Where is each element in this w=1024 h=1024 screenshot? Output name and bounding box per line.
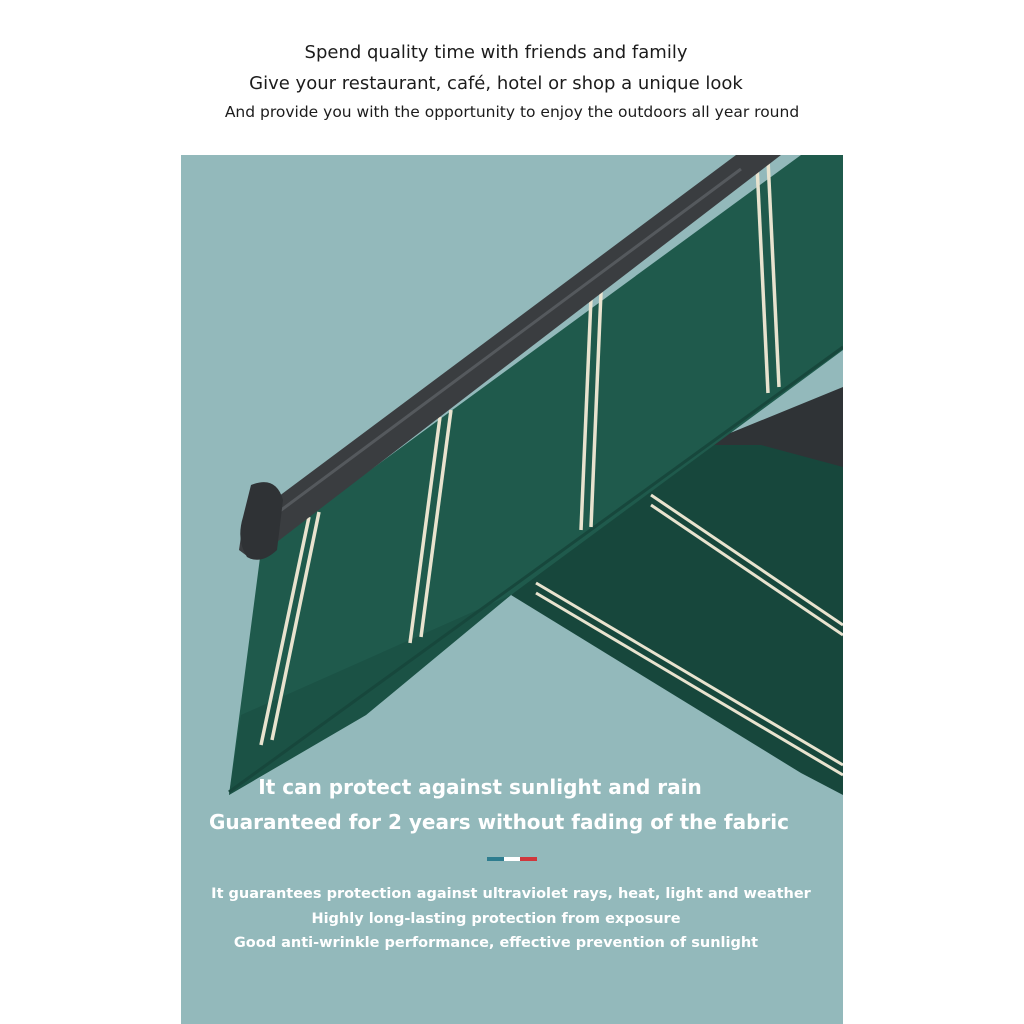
intro-line-3: And provide you with the opportunity to enjoy the outdoors all year round [224,103,800,121]
flag-segment-teal [487,857,504,861]
product-panel [181,155,843,1024]
flag-divider [487,857,537,861]
headline-sun-rain: It can protect against sunlight and rain [258,775,702,799]
detail-long-lasting: Highly long-lasting protection from exposure [311,911,681,927]
headline-guarantee: Guaranteed for 2 years without fading of the fabric [208,810,790,834]
bar-end-cap [240,482,283,560]
intro-line-2: Give your restaurant, café, hotel or shop a unique look [249,73,743,94]
detail-anti-wrinkle: Good anti-wrinkle performance, effective prevention of sunlight [233,935,759,951]
detail-uv-protection: It guarantees protection against ultraviolet rays, heat, light and weather [211,886,811,902]
intro-section [0,0,1024,150]
flag-segment-white [504,857,521,861]
intro-line-1: Spend quality time with friends and family [304,42,688,63]
flag-segment-red [520,857,537,861]
